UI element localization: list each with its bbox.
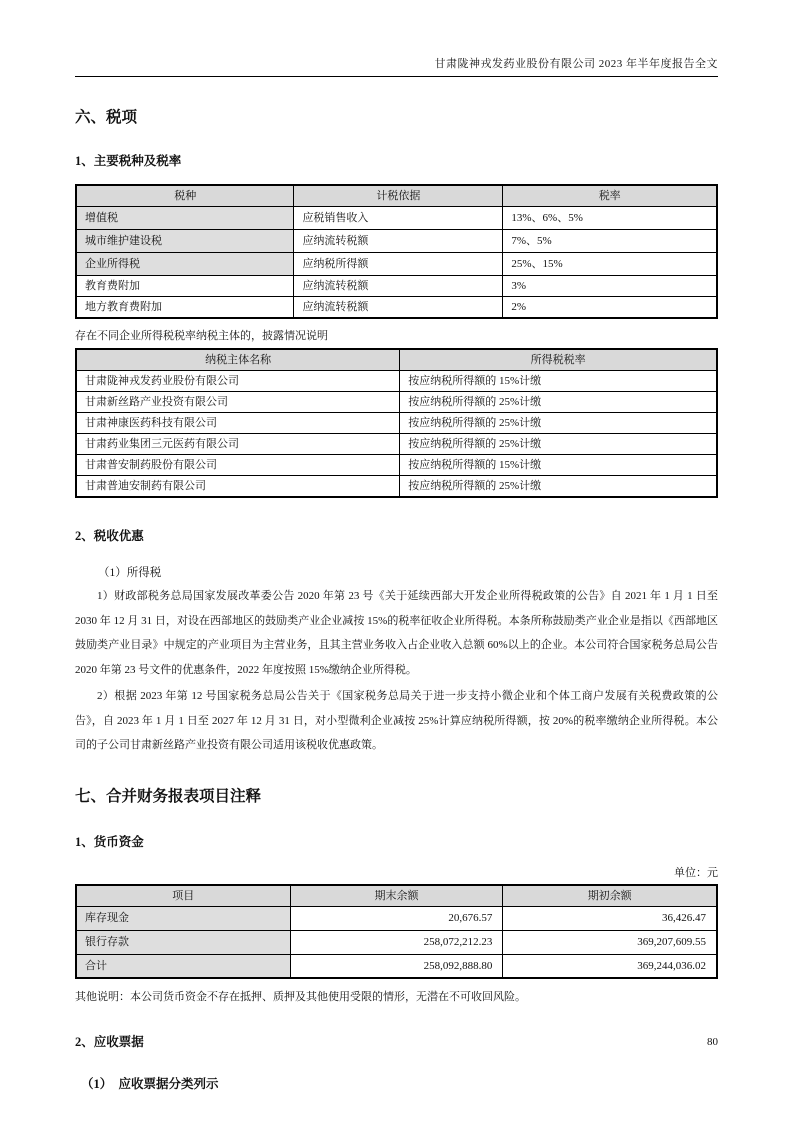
table-row xyxy=(76,392,717,413)
table-header-cell: 税率 xyxy=(503,185,717,207)
table-cell: 甘肃陇神戎发药业股份有限公司 xyxy=(76,371,400,392)
table-header-row xyxy=(76,185,717,207)
table-cell: 按应纳税所得额的 25%计缴 xyxy=(400,434,717,455)
table-cell: 应纳流转税额 xyxy=(294,230,503,253)
cash-other-note: 其他说明：本公司货币资金不存在抵押、质押及其他使用受限的情形，无潜在不可收回风险。 xyxy=(75,991,526,1003)
table-row xyxy=(76,930,717,954)
tax-entities-table xyxy=(75,348,718,498)
table-cell: 3% xyxy=(503,276,717,297)
table-cell: 甘肃药业集团三元医药有限公司 xyxy=(76,434,400,455)
table-row xyxy=(76,297,717,319)
table-cell: 258,072,212.23 xyxy=(290,930,503,954)
section-title-tax: 六、税项 xyxy=(75,109,138,126)
section-title-notes: 七、合并财务报表项目注释 xyxy=(75,787,262,805)
table-cell: 按应纳税所得额的 25%计缴 xyxy=(400,413,717,434)
table-row xyxy=(76,371,717,392)
table-row xyxy=(76,434,717,455)
table-cell: 应纳流转税额 xyxy=(294,276,503,297)
table-cell: 甘肃普安制药股份有限公司 xyxy=(76,455,400,476)
table-cell: 合计 xyxy=(76,954,290,978)
table-cell: 20,676.57 xyxy=(290,906,503,930)
table-cell: 应税销售收入 xyxy=(294,207,503,230)
table-cell: 369,244,036.02 xyxy=(503,954,717,978)
subsection-title-notes-receivable-classification: （1） 应收票据分类列示 xyxy=(81,1077,219,1091)
cash-table xyxy=(75,884,718,980)
table-header-cell: 计税依据 xyxy=(294,185,503,207)
table-header-row xyxy=(76,885,717,907)
table-header-cell: 期初余额 xyxy=(503,885,717,907)
table-cell: 36,426.47 xyxy=(503,906,717,930)
table-row xyxy=(76,906,717,930)
table-header-row xyxy=(76,349,717,371)
table-cell: 增值税 xyxy=(76,207,294,230)
unit-label: 单位：元 xyxy=(674,866,718,879)
table-cell: 2% xyxy=(503,297,717,319)
table-header-cell: 项目 xyxy=(76,885,290,907)
table-cell: 按应纳税所得额的 25%计缴 xyxy=(400,476,717,498)
table-row xyxy=(76,207,717,230)
table-cell: 369,207,609.55 xyxy=(503,930,717,954)
subsection-title-notes-receivable: 2、应收票据 xyxy=(75,1035,144,1049)
table-cell: 甘肃新丝路产业投资有限公司 xyxy=(76,392,400,413)
table-row xyxy=(76,413,717,434)
table-cell: 按应纳税所得额的 15%计缴 xyxy=(400,371,717,392)
table-cell: 应纳流转税额 xyxy=(294,297,503,319)
table-header-cell: 期末余额 xyxy=(290,885,503,907)
table-cell: 教育费附加 xyxy=(76,276,294,297)
tax-types-table xyxy=(75,184,718,319)
table-row xyxy=(76,954,717,978)
disclosure-note: 存在不同企业所得税税率纳税主体的，披露情况说明 xyxy=(75,330,328,342)
tax-incentive-paragraph-1: 1）财政部税务总局国家发展改革委公告 2020 年第 23 号《关于延续西部大开发企业所得税政策的公告》自 2021 年 1 月 1 日至 2030 年 12 月 31 日，对设在西部地区的鼓励类产业企业减按 15%的税率征收企业所得税。本条所称鼓励类产业企业是指以《西部地区鼓励类产业目录》中规定的产业项目为主营业务，且其主营业务收入占企业收入总额 60%以上的企业。本公司符合国家税务总局公告 2020 年第 23 号文件的优惠条件，2022 年度按照 15%缴纳企业所得税。 xyxy=(75,590,718,676)
table-cell: 银行存款 xyxy=(76,930,290,954)
header-rule xyxy=(75,76,718,77)
table-row xyxy=(76,476,717,498)
table-cell: 地方教育费附加 xyxy=(76,297,294,319)
table-cell: 甘肃神康医药科技有限公司 xyxy=(76,413,400,434)
table-cell: 城市维护建设税 xyxy=(76,230,294,253)
subsection-title-tax-incentives: 2、税收优惠 xyxy=(75,529,144,543)
table-header-cell: 税种 xyxy=(76,185,294,207)
subsection-title-tax-rates: 1、主要税种及税率 xyxy=(75,154,182,168)
table-row xyxy=(76,455,717,476)
table-row xyxy=(76,253,717,276)
subsection-title-cash: 1、货币资金 xyxy=(75,834,144,849)
table-cell: 按应纳税所得额的 15%计缴 xyxy=(400,455,717,476)
table-row xyxy=(76,230,717,253)
table-cell: 企业所得税 xyxy=(76,253,294,276)
table-cell: 甘肃普迪安制药有限公司 xyxy=(76,476,400,498)
table-header-cell: 所得税税率 xyxy=(400,349,717,371)
running-head: 甘肃陇神戎发药业股份有限公司 2023 年半年度报告全文 xyxy=(434,58,718,70)
income-tax-label: （1）所得税 xyxy=(98,567,162,579)
table-cell: 7%、5% xyxy=(503,230,717,253)
table-cell: 应纳税所得额 xyxy=(294,253,503,276)
table-row xyxy=(76,276,717,297)
table-cell: 按应纳税所得额的 25%计缴 xyxy=(400,392,717,413)
table-cell: 258,092,888.80 xyxy=(290,954,503,978)
table-header-cell: 纳税主体名称 xyxy=(76,349,400,371)
table-cell: 13%、6%、5% xyxy=(503,207,717,230)
table-cell: 库存现金 xyxy=(76,906,290,930)
page-number: 80 xyxy=(707,1036,718,1048)
table-cell: 25%、15% xyxy=(503,253,717,276)
tax-incentive-paragraph-2: 2）根据 2023 年第 12 号国家税务总局公告关于《国家税务总局关于进一步支持小微企业和个体工商户发展有关税费政策的公告》，自 2023 年 1 月 1 日至 2027 年 12 月 31 日，对小型微利企业减按 25%计算应纳税所得额，按 20%的税率缴纳企业所得税。本公司的子公司甘肃新丝路产业投资有限公司适用该税收优惠政策。 xyxy=(75,690,718,751)
